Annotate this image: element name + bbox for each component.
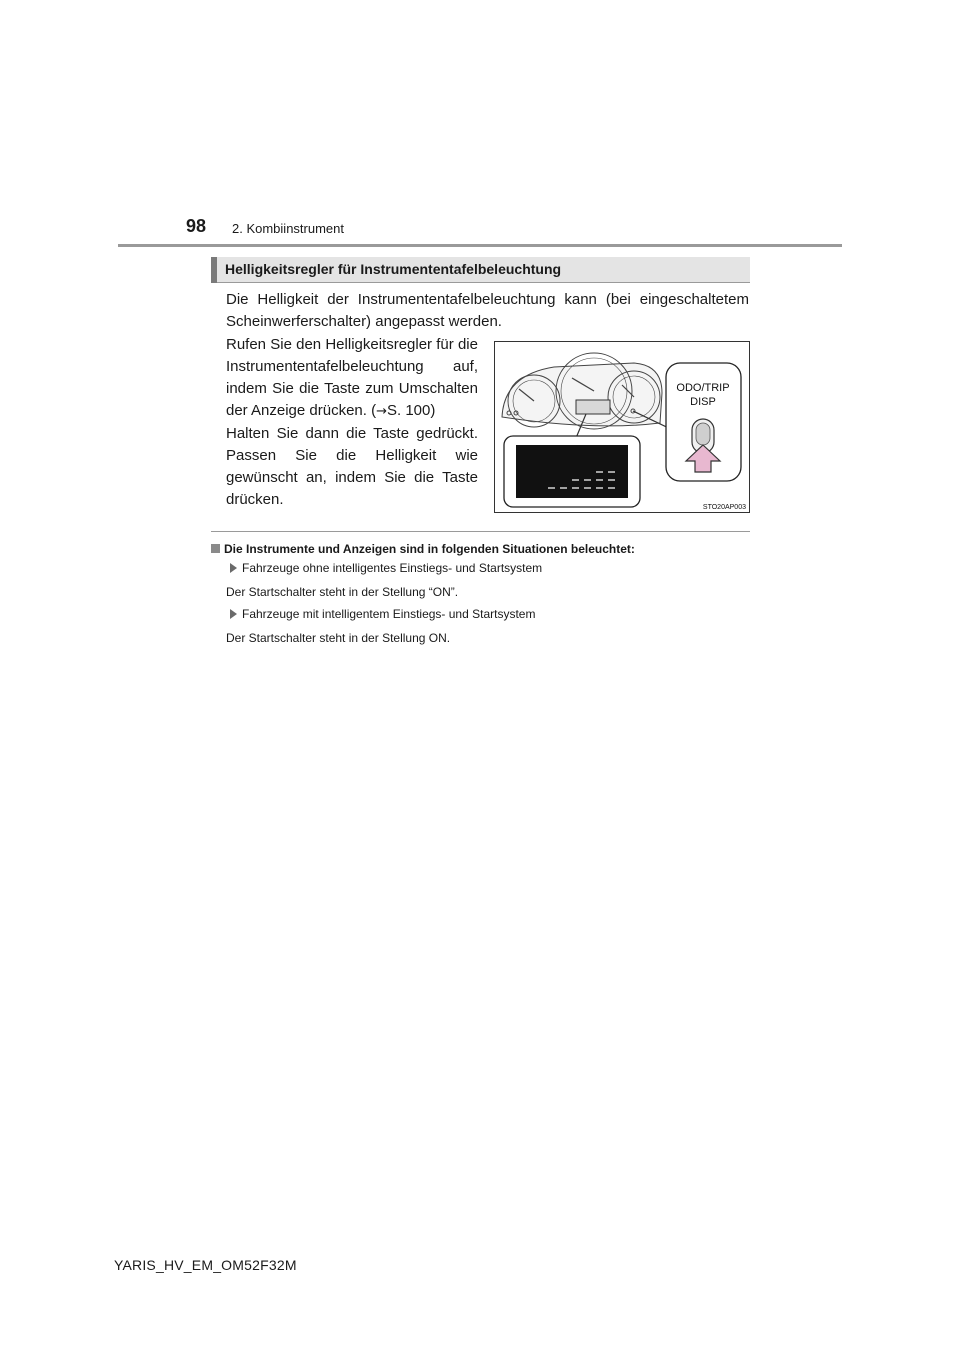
intro-paragraph: Die Helligkeit der Instrumententafelbeleuchtung kann (bei eingeschaltetem Scheinwerferschalter) angepasst werden.	[226, 291, 749, 330]
note-detail-2: Der Startschalter steht in der Stellung ON.	[226, 631, 451, 645]
triangle-bullet-icon	[230, 563, 237, 573]
chapter-title: 2. Kombiinstrument	[232, 221, 344, 236]
note-detail-1: Der Startschalter steht in der Stellung “ON”.	[226, 585, 459, 599]
page-number: 98	[186, 216, 207, 236]
button-label-line2: DISP	[690, 396, 716, 408]
header-rule	[118, 244, 842, 247]
note-condition-2	[230, 607, 535, 621]
section-title: Helligkeitsregler für Instrumententafelbeleuchtung	[225, 261, 562, 277]
instruction-text-before-ref: Rufen Sie den Helligkeitsregler für die Instrumententafelbeleuchtung auf, indem Sie die Taste zum Umschalten der Anzeige drücken. (	[226, 336, 478, 419]
notes-heading	[211, 542, 635, 556]
cluster-display-window	[576, 400, 610, 414]
reference-arrow-icon: →	[376, 404, 387, 419]
instruction-paragraph	[226, 334, 478, 511]
note-condition-1	[230, 561, 542, 575]
figure-code: STO20AP003	[702, 504, 746, 511]
square-bullet-icon	[211, 544, 220, 553]
triangle-bullet-icon	[230, 609, 237, 619]
section-heading-accent	[211, 257, 217, 283]
notes-rule	[211, 531, 750, 532]
footer-doc-code: YARIS_HV_EM_OM52F32M	[114, 1257, 297, 1273]
note-condition-text: Fahrzeuge mit intelligentem Einstiegs- und Startsystem	[242, 607, 536, 621]
section-heading-bar	[211, 257, 750, 283]
note-condition-text: Fahrzeuge ohne intelligentes Einstiegs- und Startsystem	[242, 561, 543, 575]
page-reference-link[interactable]: S. 100)	[387, 402, 436, 419]
instruction-text-after-ref: Halten Sie dann die Taste gedrückt. Passen Sie die Helligkeit wie gewünscht an, indem Sie die Taste drücken.	[226, 425, 478, 508]
dashboard-figure	[494, 341, 750, 513]
button-label-line1: ODO/TRIP	[676, 382, 730, 394]
notes-heading-text: Die Instrumente und Anzeigen sind in folgenden Situationen beleuchtet:	[224, 542, 635, 556]
